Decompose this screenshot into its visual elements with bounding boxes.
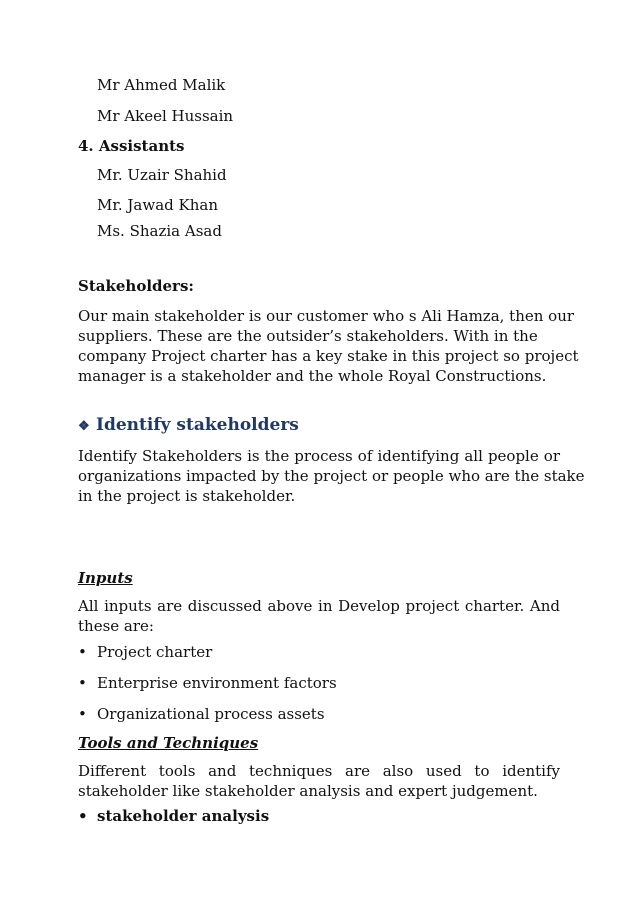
stakeholders-paragraph (78, 306, 579, 386)
team-member-name: Mr Akeel Hussain (97, 107, 234, 125)
inputs-heading: Inputs (78, 569, 133, 587)
paragraph-line: Different tools and techniques are also used to identify (78, 762, 560, 780)
bullet-icon: • (78, 705, 87, 723)
bullet-icon: • (78, 807, 88, 825)
paragraph-line: company Project charter has a key stake in this project so project (78, 347, 579, 365)
paragraph-line: Our main stakeholder is our customer who s Ali Hamza, then our (78, 307, 575, 325)
stakeholders-heading: Stakeholders: (78, 277, 194, 295)
tools-heading: Tools and Techniques (78, 734, 259, 752)
diamond-bullet-icon: ❖ (78, 419, 90, 434)
identify-stakeholders-heading (78, 414, 299, 438)
paragraph-line: organizations impacted by the project or people who are the stake (78, 467, 585, 485)
paragraph-line: manager is a stakeholder and the whole Royal Constructions. (78, 367, 547, 385)
list-item: • Organizational process assets (78, 705, 325, 723)
assistant-name: Mr. Jawad Khan (97, 196, 218, 214)
bullet-icon: • (78, 643, 87, 661)
paragraph-line: suppliers. These are the outsider’s stakeholders. With in the (78, 327, 538, 345)
list-item: • Enterprise environment factors (78, 674, 337, 692)
list-item: • Project charter (78, 643, 213, 661)
list-item: • stakeholder analysis (78, 807, 270, 825)
paragraph-line: Identify Stakeholders is the process of identifying all people or (78, 447, 560, 465)
team-member-name: Mr Ahmed Malik (97, 76, 226, 94)
inputs-paragraph (78, 596, 560, 636)
section-title: Identify stakeholders (96, 415, 299, 435)
paragraph-line: All inputs are discussed above in Develop project charter. And (78, 597, 560, 615)
paragraph-line: these are: (78, 617, 154, 635)
assistant-name: Mr. Uzair Shahid (97, 166, 227, 184)
bullet-icon: • (78, 674, 87, 692)
identify-paragraph (78, 446, 585, 506)
paragraph-line: stakeholder like stakeholder analysis and expert judgement. (78, 782, 538, 800)
tools-paragraph (78, 761, 560, 801)
paragraph-line: in the project is stakeholder. (78, 487, 296, 505)
assistants-heading: 4. Assistants (78, 137, 185, 155)
assistant-name: Ms. Shazia Asad (97, 222, 222, 240)
